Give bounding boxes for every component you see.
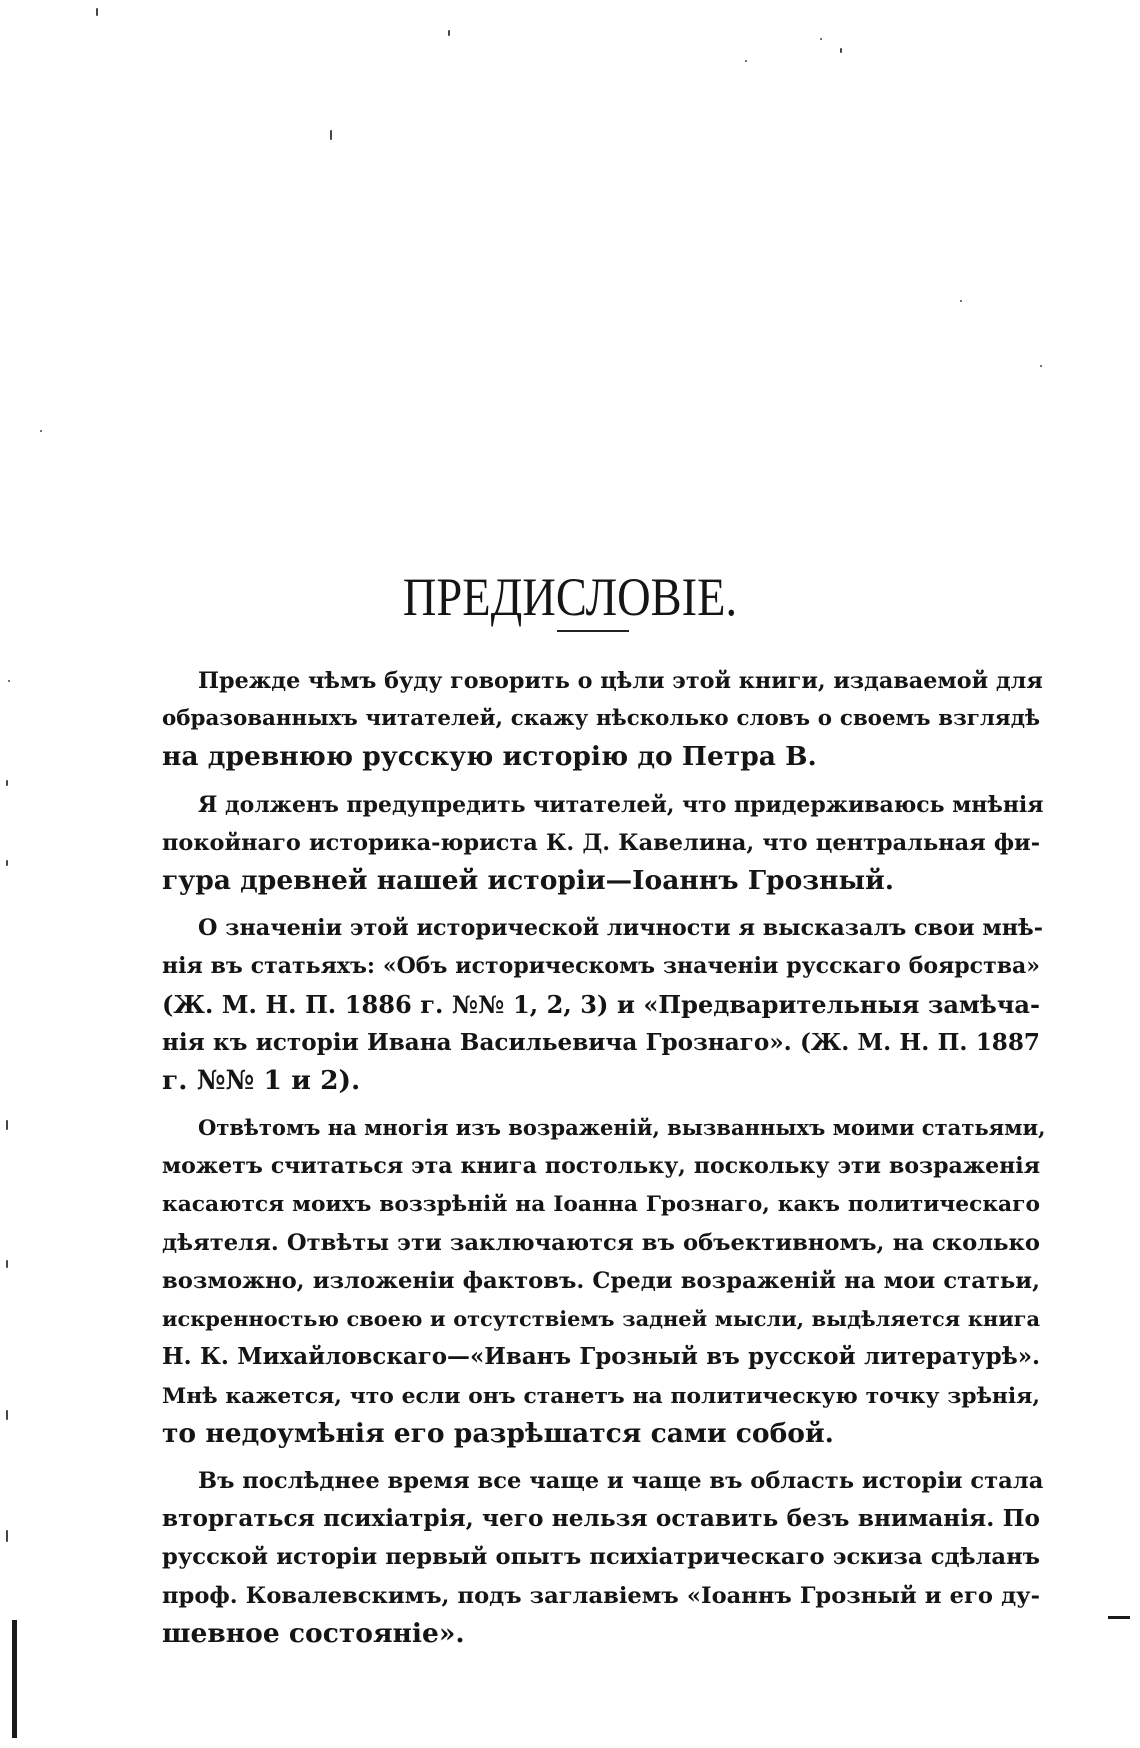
title-rule [557,630,629,632]
text-line: (Ж. М. Н. П. 1886 г. №№ 1, 2, 3) и «Предварительныя замѣча- [162,989,1040,1019]
text-line: Мнѣ кажется, что если онъ станетъ на политическую точку зрѣнія, [162,1382,1040,1409]
scan-edge-mark [12,1620,17,1738]
text-line: дѣятеля. Отвѣты эти заключаются въ объективномъ, на сколько [162,1229,1040,1256]
scan-speck [1040,365,1042,367]
scan-speck [448,30,450,36]
scan-speck [6,1410,8,1420]
text-line: то недоумѣнія его разрѣшатся сами собой. [162,1417,834,1449]
scan-speck [6,780,8,786]
scan-speck [820,38,822,40]
scan-speck [6,1120,8,1130]
text-line: Отвѣтомъ на многія изъ возраженій, вызванныхъ моими статьями, [198,1115,1046,1141]
text-line: покойнаго историка-юриста К. Д. Кавелина, что центральная фи- [162,829,1040,856]
scan-edge-mark [1108,1616,1130,1619]
scan-speck [6,860,8,866]
text-line: вторгаться психіатрія, чего нельзя оставить безъ вниманія. По [162,1505,1040,1533]
preface-body [162,662,1046,1662]
paragraph-3 [162,909,1044,1100]
text-line: Прежде чѣмъ буду говорить о цѣли этой книги, издаваемой для [198,668,1043,694]
text-line: О значеніи этой исторической личности я высказалъ свои мнѣ- [198,915,1044,942]
scan-speck [96,8,98,16]
text-line: Я долженъ предупредить читателей, что придерживаюсь мнѣнія [198,791,1044,818]
text-line: образованныхъ читателей, скажу нѣсколько словъ о своемъ взглядѣ [162,706,1040,732]
text-line: Н. К. Михайловскаго—«Иванъ Грозный въ русской литературѣ». [162,1343,1040,1371]
scan-speck [840,48,842,53]
scan-speck [745,60,747,62]
text-line: г. №№ 1 и 2). [162,1065,361,1097]
paragraph-4 [162,1109,1046,1453]
scan-speck [8,680,10,682]
text-line: проф. Ковалевскимъ, подъ заглавіемъ «Іоаннъ Грозный и его ду- [162,1582,1040,1609]
text-line: нія къ исторіи Ивана Васильевича Грознаго». (Ж. М. Н. П. 1887 [162,1028,1040,1056]
scan-speck [960,300,962,302]
text-line: возможно, изложеніи фактовъ. Среди возраженій на мои статьи, [162,1268,1040,1295]
text-line: гура древней нашей исторіи—Іоаннъ Грозный. [162,865,894,897]
paragraph-5 [162,1462,1044,1653]
text-line: шевное состояніе». [162,1617,465,1649]
text-line: Въ послѣднее время все чаще и чаще въ область исторіи стала [198,1468,1044,1495]
scan-speck [6,1260,8,1268]
text-line: касаются моихъ воззрѣній на Іоанна Грознаго, какъ политическаго [162,1191,1040,1217]
text-line: искренностью своею и отсутствіемъ задней мысли, выдѣляется книга [162,1306,1040,1332]
paragraph-2 [162,786,1044,901]
scan-speck [330,130,332,140]
text-line: на древнюю русскую исторію до Петра В. [162,741,817,773]
paragraph-1 [162,662,1043,777]
text-line: можетъ считаться эта книга постольку, поскольку эти возраженія [162,1153,1040,1180]
page-title: ПРЕДИСЛОВІЕ. [402,567,738,628]
text-line: нія въ статьяхъ: «Объ историческомъ значеніи русскаго боярства» [162,953,1040,980]
text-line: русской исторіи первый опытъ психіатрическаго эскиза сдѣланъ [162,1544,1040,1571]
scan-speck [6,1530,8,1542]
scan-speck [40,430,42,432]
